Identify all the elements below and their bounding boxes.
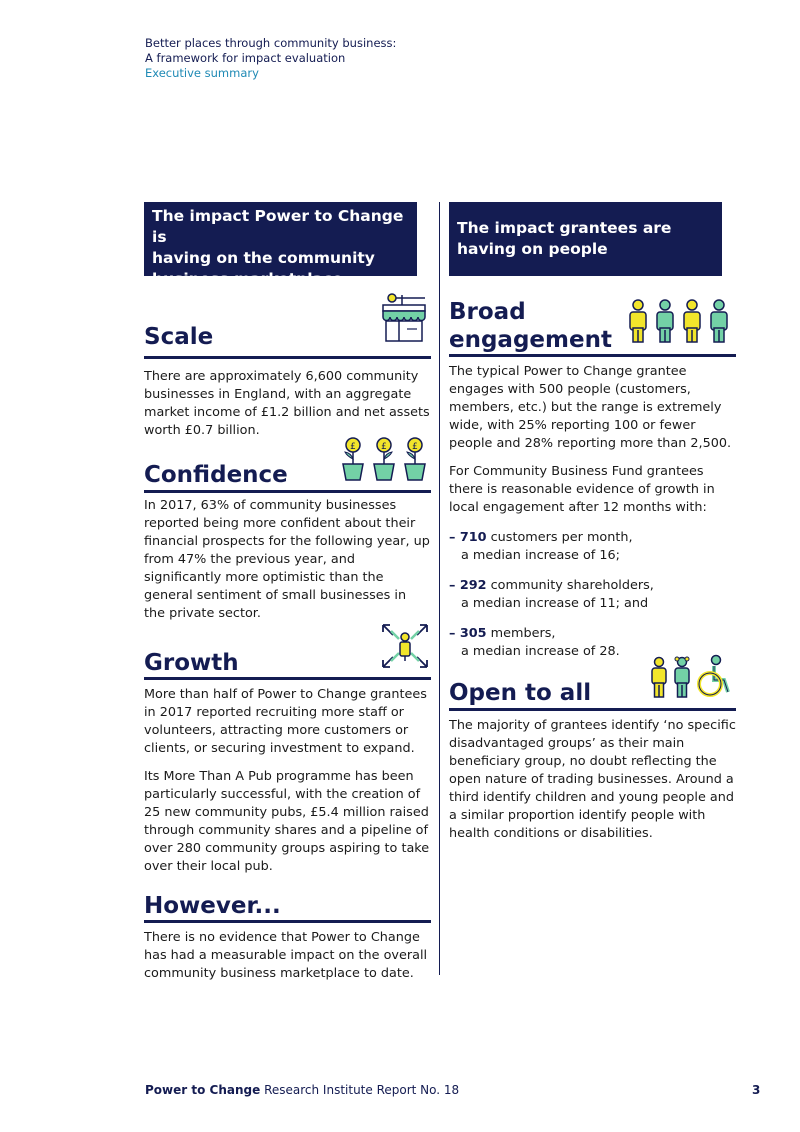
broad-title-line-1: Broad — [449, 299, 526, 325]
right-column — [449, 202, 736, 843]
however-heading — [144, 888, 431, 923]
bullet-number: 710 — [459, 530, 487, 545]
confidence-title: Confidence — [144, 462, 288, 488]
expand-person-icon — [381, 623, 429, 673]
open-to-all-heading — [449, 675, 736, 711]
growth-text-1: More than half of Power to Change grantees in 2017 reported recruiting more staff or volunteers, attracting more customers or clients, or securing investment to expand. — [144, 687, 427, 756]
bullet-line-2: a median increase of 11; and — [461, 596, 649, 611]
header-line-1: Better places through community business: — [145, 36, 397, 50]
however-title: However... — [144, 893, 281, 919]
bullet-line-2: a median increase of 16; — [461, 548, 620, 563]
scale-title: Scale — [144, 324, 214, 350]
bullet-dash: – — [449, 578, 460, 593]
growth-text-2: Its More Than A Pub programme has been particularly successful, with the creation of 25 new community pubs, £5.4 million raised through community shares and a pipeline of over 280 community groups aspiring to take over their local pub. — [144, 769, 430, 874]
people-group-icon — [626, 298, 736, 348]
bullet-text: customers per month, — [486, 530, 633, 545]
scale-text: There are approximately 6,600 community businesses in England, with an aggregate market income of £1.2 billion and net assets worth £0.7 billion. — [144, 369, 430, 438]
svg-text:£: £ — [350, 442, 356, 452]
list-item — [449, 529, 736, 565]
growth-heading — [144, 644, 431, 680]
left-banner-line-3: business marketplace — [152, 270, 343, 288]
broad-engagement-heading — [449, 295, 736, 357]
money-plants-icon — [339, 436, 429, 486]
bullet-text: community shareholders, — [486, 578, 654, 593]
left-banner — [144, 202, 417, 288]
bullet-number: 305 — [459, 626, 487, 641]
confidence-heading — [144, 442, 431, 493]
left-banner-line-2: having on the community — [152, 249, 375, 267]
scale-heading — [144, 323, 431, 359]
shop-icon — [379, 293, 429, 353]
page-number: 3 — [752, 1083, 761, 1097]
svg-text:£: £ — [381, 442, 387, 452]
bullet-line-2: a median increase of 28. — [461, 644, 620, 659]
growth-title: Growth — [144, 650, 239, 676]
broad-text-2: For Community Business Fund grantees there is reasonable evidence of growth in local engagement after 12 months with: — [449, 464, 715, 515]
bullet-number: 292 — [459, 578, 487, 593]
left-banner-line-1: The impact Power to Change is — [152, 207, 404, 246]
right-banner-line-2: having on people — [457, 240, 608, 258]
header-section: Executive summary — [145, 66, 259, 80]
bullet-dash: – — [449, 530, 460, 545]
svg-text:£: £ — [412, 442, 418, 452]
broad-text-1: The typical Power to Change grantee engages with 500 people (customers, members, etc.) but the range is extremely wide, with 25% reporting 100 or fewer people and 28% reporting more than 2,500. — [449, 364, 732, 451]
right-banner-line-1: The impact grantees are — [457, 219, 672, 237]
footer-brand: Power to Change — [145, 1083, 261, 1097]
footer-report: Research Institute Report No. 18 — [260, 1083, 460, 1097]
open-text: The majority of grantees identify ‘no specific disadvantaged groups’ as their main beneficiary group, no doubt reflecting the open nature of trading businesses. Around a third identify children and young people and a similar proportion identify people with health conditions or disabilities. — [449, 718, 736, 841]
left-column — [144, 202, 431, 983]
open-title: Open to all — [449, 680, 592, 706]
confidence-text: In 2017, 63% of community businesses reported being more confident about their financial prospects for the following year, up from 47% the previous year, and significantly more optimistic than the general sentiment of small businesses in the private sector. — [144, 498, 430, 621]
diverse-people-icon — [650, 654, 734, 704]
list-item — [449, 577, 736, 613]
header-line-2: A framework for impact evaluation — [145, 51, 346, 65]
running-header — [145, 36, 396, 81]
bullet-dash: – — [449, 626, 460, 641]
right-banner — [449, 202, 722, 276]
bullet-text: members, — [486, 626, 556, 641]
footer — [145, 1083, 459, 1097]
broad-title-line-2: engagement — [449, 327, 612, 353]
however-text: There is no evidence that Power to Change has had a measurable impact on the overall community business marketplace to date. — [144, 930, 428, 981]
column-divider — [439, 202, 440, 975]
